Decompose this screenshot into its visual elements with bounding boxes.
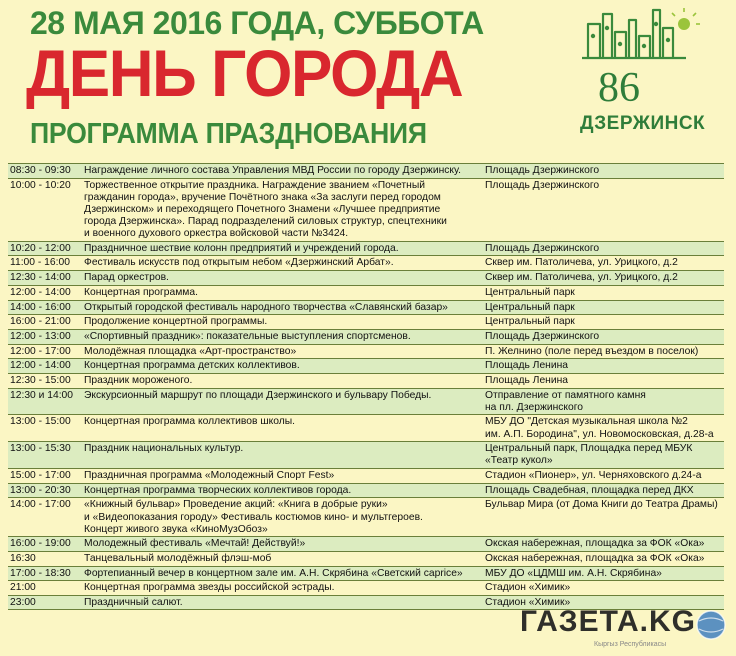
- place-line: Центральный парк: [485, 316, 575, 328]
- place-line: «Театр кукол»: [485, 455, 553, 467]
- event-line: Продолжение концертной программы.: [84, 316, 268, 328]
- row-place: [485, 346, 723, 358]
- row-event: [84, 257, 484, 269]
- place-line: на пл. Дзержинского: [485, 401, 584, 413]
- row-place: [485, 499, 723, 511]
- event-line: Концертная программа коллективов школы.: [84, 416, 295, 428]
- row-event: [84, 360, 484, 372]
- logo-city-name: ДЗЕРЖИНСК: [580, 113, 706, 134]
- event-line: Концертная программа.: [84, 286, 198, 298]
- row-time: 16:30: [10, 553, 36, 564]
- event-line: Концертная программа творческих коллективов города.: [84, 484, 352, 496]
- row-event: [84, 302, 484, 314]
- schedule-row: [8, 344, 724, 359]
- row-time: 17:00 - 18:30: [10, 567, 71, 579]
- row-event: [84, 375, 484, 387]
- event-line: Молодежный фестиваль «Мечтай! Действуй!»: [84, 538, 306, 550]
- event-line: Экскурсионный маршрут по площади Дзержинского и бульвару Победы.: [84, 389, 432, 401]
- event-line: Танцевальный молодёжный флэш-моб: [84, 553, 272, 564]
- row-place: [485, 568, 723, 580]
- page-subtitle: ПРОГРАММА ПРАЗДНОВАНИЯ: [30, 118, 427, 150]
- row-time: 13:00 - 15:00: [10, 416, 71, 428]
- row-time: 16:00 - 19:00: [10, 538, 71, 550]
- row-place: [485, 316, 723, 328]
- row-place: [485, 553, 723, 565]
- schedule-row: [8, 285, 724, 300]
- row-event: [84, 470, 484, 482]
- event-line: Открытый городской фестиваль народного творчества «Славянский базар»: [84, 301, 448, 313]
- schedule-row: [8, 483, 724, 498]
- schedule-row: [8, 300, 724, 315]
- row-time: 15:00 - 17:00: [10, 470, 71, 482]
- watermark-subtext: Кыргыз Республикасы: [594, 641, 667, 648]
- place-line: Стадион «Химик»: [485, 582, 571, 594]
- event-line: Праздничная программа «Молодежный Спорт Fest»: [84, 470, 335, 482]
- schedule-row: [8, 255, 724, 270]
- event-line: Праздник национальных культур.: [84, 443, 244, 455]
- row-place: [485, 416, 723, 440]
- event-line: Парад оркестров.: [84, 272, 169, 284]
- row-event: [84, 416, 484, 428]
- row-event: [84, 568, 484, 580]
- event-line: и военного духового оркестра войсковой части №3424.: [84, 228, 349, 240]
- place-line: Площадь Ленина: [485, 360, 569, 372]
- row-event: [84, 243, 484, 255]
- schedule-row: [8, 163, 724, 178]
- row-place: [485, 582, 723, 594]
- row-time: 16:00 - 21:00: [10, 316, 71, 328]
- logo-number: 86: [598, 65, 640, 111]
- event-line: Праздничное шествие колонн предприятий и учреждений города.: [84, 242, 399, 254]
- place-line: Стадион «Пионер», ул. Черняховского д.24-а: [485, 470, 702, 482]
- row-time: 14:00 - 17:00: [10, 499, 71, 511]
- schedule-table: [8, 163, 724, 610]
- event-line: Праздничный салют.: [84, 597, 183, 609]
- row-place: [485, 165, 723, 177]
- row-event: [84, 165, 484, 177]
- row-place: [485, 538, 723, 550]
- row-place: [485, 360, 723, 372]
- row-event: [84, 272, 484, 284]
- schedule-row: [8, 441, 724, 468]
- row-time: 12:30 и 14:00: [10, 389, 74, 401]
- schedule-row: [8, 178, 724, 241]
- row-place: [485, 287, 723, 299]
- event-line: и «Видеопоказания городу» Фестиваль костюмов кино- и мультгероев.: [84, 511, 423, 523]
- row-time: 12:00 - 14:00: [10, 286, 71, 298]
- row-place: [485, 390, 723, 414]
- event-line: Награждение личного состава Управления МВД России по городу Дзержинску.: [84, 165, 462, 176]
- row-place: [485, 470, 723, 482]
- row-time: 10:00 - 10:20: [10, 179, 71, 191]
- place-line: Отправление от памятного камня: [485, 389, 646, 401]
- row-event: [84, 180, 484, 240]
- place-line: Стадион «Химик»: [485, 597, 571, 609]
- row-time: 12:30 - 14:00: [10, 272, 71, 284]
- schedule-row: [8, 497, 724, 536]
- place-line: Площадь Дзержинского: [485, 242, 600, 254]
- row-time: 08:30 - 09:30: [10, 165, 71, 176]
- schedule-row: [8, 580, 724, 595]
- row-time: 12:00 - 14:00: [10, 360, 71, 372]
- place-line: Сквер им. Патоличева, ул. Урицкого, д.2: [485, 257, 678, 269]
- place-line: Площадь Дзержинского: [485, 179, 600, 191]
- place-line: МБУ ДО «ЦДМШ им. А.Н. Скрябина»: [485, 567, 662, 579]
- event-line: Фортепианный вечер в концертном зале им. А.Н. Скрябина «Светский caprice»: [84, 567, 463, 579]
- row-time: 10:20 - 12:00: [10, 242, 71, 254]
- schedule-row: [8, 241, 724, 256]
- page-header: [0, 0, 736, 162]
- event-date: 28 МАЯ 2016 ГОДА, СУББОТА: [30, 5, 484, 41]
- row-place: [485, 302, 723, 314]
- schedule-row: [8, 373, 724, 388]
- row-event: [84, 538, 484, 550]
- schedule-row: [8, 551, 724, 566]
- row-time: 13:00 - 20:30: [10, 484, 71, 496]
- event-line: Концерт живого звука «КиноМузОбоз»: [84, 523, 268, 535]
- place-line: им. А.П. Бородина", ул. Новомосковская, д.28-а: [485, 428, 714, 440]
- row-time: 12:30 - 15:00: [10, 374, 71, 386]
- event-line: Молодёжная площадка «Арт-пространство»: [84, 345, 297, 357]
- event-line: «Спортивный праздник»: показательные выступления спортсменов.: [84, 330, 411, 342]
- place-line: Площадь Дзержинского: [485, 165, 600, 176]
- row-event: [84, 443, 484, 455]
- row-event: [84, 582, 484, 594]
- schedule-row: [8, 468, 724, 483]
- place-line: Площадь Дзержинского: [485, 330, 600, 342]
- row-time: 12:00 - 13:00: [10, 330, 71, 342]
- row-place: [485, 272, 723, 284]
- place-line: Площадь Свадебная, площадка перед ДКХ: [485, 484, 694, 496]
- row-place: [485, 180, 723, 192]
- row-event: [84, 553, 484, 565]
- place-line: Бульвар Мира (от Дома Книги до Театра Драмы): [485, 499, 718, 511]
- row-event: [84, 499, 484, 535]
- place-line: Центральный парк, Площадка перед МБУК: [485, 443, 693, 455]
- row-event: [84, 390, 484, 402]
- event-line: Торжественное открытие праздника. Награждение званием «Почетный: [84, 179, 425, 191]
- place-line: МБУ ДО "Детская музыкальная школа №2: [485, 416, 688, 428]
- schedule-row: [8, 388, 724, 415]
- schedule-row: [8, 270, 724, 285]
- schedule-row: [8, 358, 724, 373]
- event-line: Праздник мороженого.: [84, 374, 193, 386]
- place-line: П. Желнино (поле перед въездом в поселок): [485, 345, 699, 357]
- row-time: 11:00 - 16:00: [10, 257, 70, 269]
- place-line: Окская набережная, площадка за ФОК «Ока»: [485, 538, 705, 550]
- schedule-row: [8, 414, 724, 441]
- row-event: [84, 316, 484, 328]
- watermark-text: ГАЗЕТА.KG: [520, 605, 697, 638]
- row-place: [485, 485, 723, 497]
- row-place: [485, 375, 723, 387]
- row-time: 12:00 - 17:00: [10, 345, 71, 357]
- event-line: Дзержинском» и переходящего Почетного Знамени «Лучшее предприятие: [84, 203, 441, 215]
- row-place: [485, 331, 723, 343]
- place-line: Центральный парк: [485, 286, 575, 298]
- schedule-row: [8, 314, 724, 329]
- schedule-row: [8, 536, 724, 551]
- page-title: ДЕНЬ ГОРОДА: [26, 36, 463, 110]
- event-line: Концертная программа детских коллективов.: [84, 360, 300, 372]
- row-time: 14:00 - 16:00: [10, 301, 71, 313]
- schedule-row: [8, 566, 724, 581]
- row-event: [84, 485, 484, 497]
- schedule-row: [8, 329, 724, 344]
- row-event: [84, 331, 484, 343]
- row-event: [84, 287, 484, 299]
- row-place: [485, 257, 723, 269]
- place-line: Площадь Ленина: [485, 374, 569, 386]
- event-line: «Книжный бульвар» Проведение акций: «Книга в добрые руки»: [84, 499, 388, 511]
- row-event: [84, 346, 484, 358]
- event-line: Фестиваль искусств под открытым небом «Дзержинский Арбат».: [84, 257, 394, 269]
- place-line: Сквер им. Патоличева, ул. Урицкого, д.2: [485, 272, 678, 284]
- row-place: [485, 443, 723, 467]
- row-time: 13:00 - 15:30: [10, 443, 71, 455]
- row-place: [485, 243, 723, 255]
- place-line: Центральный парк: [485, 301, 575, 313]
- place-line: Окская набережная, площадка за ФОК «Ока»: [485, 553, 705, 564]
- row-time: 23:00: [10, 597, 36, 609]
- row-event: [84, 597, 484, 609]
- event-line: Концертная программа звезды российской эстрады.: [84, 582, 335, 594]
- event-line: гражданин города», вручение Почётного знака «За заслуги перед городом: [84, 191, 441, 203]
- row-time: 21:00: [10, 582, 36, 594]
- event-line: города Дзержинска». Парад подразделений силовых структур, спецтехники: [84, 215, 447, 227]
